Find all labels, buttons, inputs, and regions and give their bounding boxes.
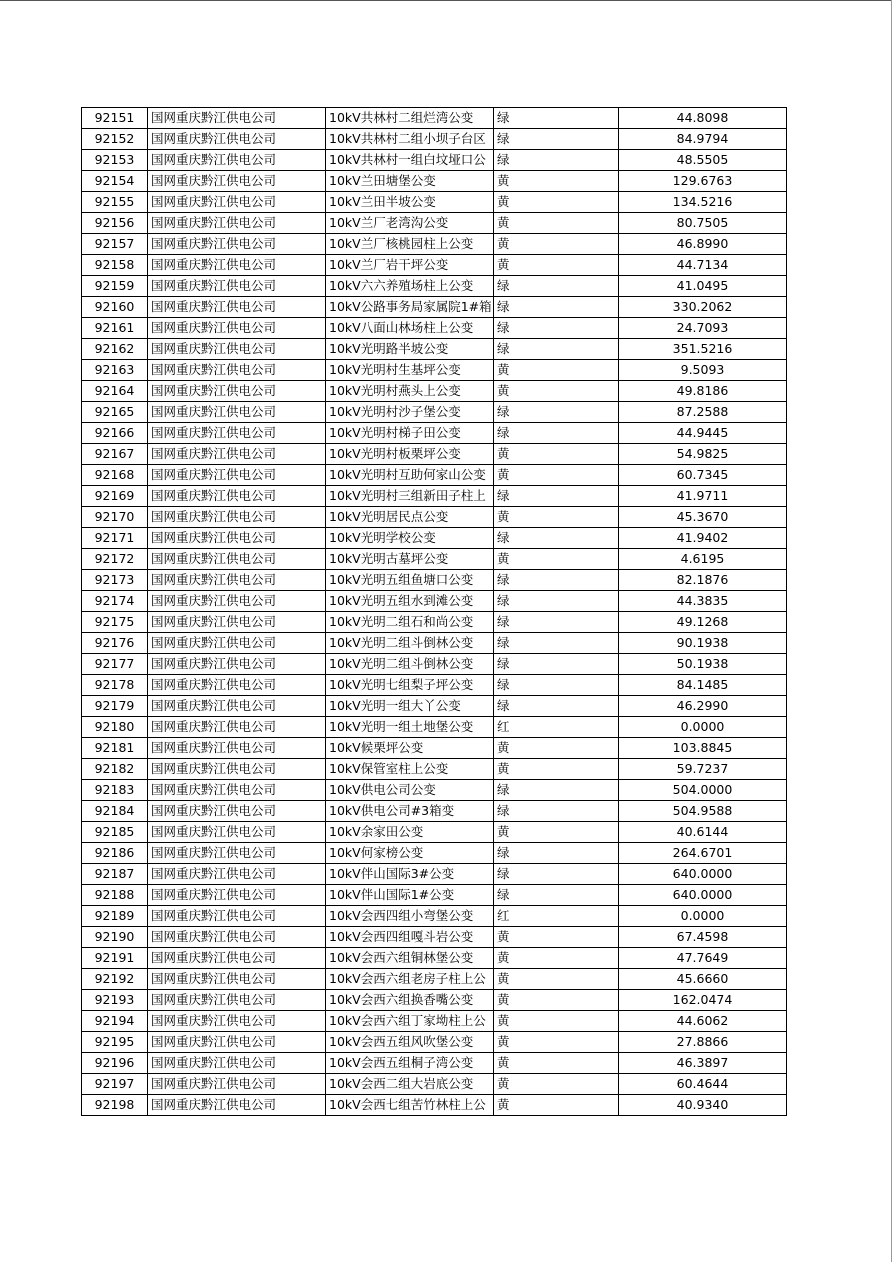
- station-cell: 10kV光明五组水到滩公变: [326, 591, 494, 612]
- row-id-cell: 92181: [82, 738, 148, 759]
- value-cell: 44.7134: [619, 255, 787, 276]
- company-cell: 国网重庆黔江供电公司: [148, 633, 326, 654]
- station-cell: 10kV光明学校公变: [326, 528, 494, 549]
- status-cell: 黄: [494, 948, 619, 969]
- value-cell: 44.8098: [619, 108, 787, 129]
- status-cell: 绿: [494, 801, 619, 822]
- station-cell: 10kV伴山国际1#公变: [326, 885, 494, 906]
- row-id-cell: 92191: [82, 948, 148, 969]
- value-cell: 46.3897: [619, 1053, 787, 1074]
- status-cell: 绿: [494, 843, 619, 864]
- station-cell: 10kV光明二组斗倒林公变: [326, 633, 494, 654]
- company-cell: 国网重庆黔江供电公司: [148, 297, 326, 318]
- row-id-cell: 92194: [82, 1011, 148, 1032]
- table-row: [82, 192, 787, 213]
- row-id-cell: 92157: [82, 234, 148, 255]
- company-cell: 国网重庆黔江供电公司: [148, 318, 326, 339]
- row-id-cell: 92172: [82, 549, 148, 570]
- status-cell: 黄: [494, 1074, 619, 1095]
- value-cell: 44.9445: [619, 423, 787, 444]
- status-cell: 黄: [494, 1095, 619, 1116]
- station-cell: 10kV光明村三组新田子柱上: [326, 486, 494, 507]
- status-cell: 绿: [494, 150, 619, 171]
- value-cell: 264.6701: [619, 843, 787, 864]
- station-cell: 10kV光明居民点公变: [326, 507, 494, 528]
- value-cell: 4.6195: [619, 549, 787, 570]
- table-row: [82, 339, 787, 360]
- table-row: [82, 927, 787, 948]
- value-cell: 82.1876: [619, 570, 787, 591]
- row-id-cell: 92197: [82, 1074, 148, 1095]
- row-id-cell: 92185: [82, 822, 148, 843]
- station-cell: 10kV光明村沙子堡公变: [326, 402, 494, 423]
- table-row: [82, 1053, 787, 1074]
- station-cell: 10kV候栗坪公变: [326, 738, 494, 759]
- status-cell: 绿: [494, 108, 619, 129]
- company-cell: 国网重庆黔江供电公司: [148, 990, 326, 1011]
- station-cell: 10kV兰田半坡公变: [326, 192, 494, 213]
- company-cell: 国网重庆黔江供电公司: [148, 1032, 326, 1053]
- company-cell: 国网重庆黔江供电公司: [148, 486, 326, 507]
- row-id-cell: 92182: [82, 759, 148, 780]
- value-cell: 45.6660: [619, 969, 787, 990]
- row-id-cell: 92153: [82, 150, 148, 171]
- value-cell: 48.5505: [619, 150, 787, 171]
- status-cell: 绿: [494, 696, 619, 717]
- value-cell: 330.2062: [619, 297, 787, 318]
- company-cell: 国网重庆黔江供电公司: [148, 528, 326, 549]
- table-row: [82, 360, 787, 381]
- company-cell: 国网重庆黔江供电公司: [148, 696, 326, 717]
- table-row: [82, 444, 787, 465]
- station-cell: 10kV会西六组老房子柱上公: [326, 969, 494, 990]
- value-cell: 84.1485: [619, 675, 787, 696]
- row-id-cell: 92198: [82, 1095, 148, 1116]
- station-cell: 10kV光明路半坡公变: [326, 339, 494, 360]
- value-cell: 9.5093: [619, 360, 787, 381]
- station-cell: 10kV兰田塘堡公变: [326, 171, 494, 192]
- row-id-cell: 92177: [82, 654, 148, 675]
- company-cell: 国网重庆黔江供电公司: [148, 108, 326, 129]
- table-row: [82, 633, 787, 654]
- row-id-cell: 92192: [82, 969, 148, 990]
- company-cell: 国网重庆黔江供电公司: [148, 738, 326, 759]
- company-cell: 国网重庆黔江供电公司: [148, 591, 326, 612]
- company-cell: 国网重庆黔江供电公司: [148, 444, 326, 465]
- table-row: [82, 738, 787, 759]
- row-id-cell: 92151: [82, 108, 148, 129]
- station-cell: 10kV光明一组土地堡公变: [326, 717, 494, 738]
- value-cell: 50.1938: [619, 654, 787, 675]
- row-id-cell: 92193: [82, 990, 148, 1011]
- row-id-cell: 92155: [82, 192, 148, 213]
- status-cell: 绿: [494, 402, 619, 423]
- table-row: [82, 234, 787, 255]
- row-id-cell: 92195: [82, 1032, 148, 1053]
- status-cell: 绿: [494, 423, 619, 444]
- page-top-border: [0, 0, 892, 1]
- table-row: [82, 129, 787, 150]
- table-body: [82, 108, 787, 1116]
- table-row: [82, 549, 787, 570]
- table-row: [82, 1095, 787, 1116]
- status-cell: 红: [494, 717, 619, 738]
- status-cell: 绿: [494, 276, 619, 297]
- status-cell: 黄: [494, 927, 619, 948]
- station-cell: 10kV会西六组丁家坳柱上公: [326, 1011, 494, 1032]
- station-cell: 10kV供电公司公变: [326, 780, 494, 801]
- company-cell: 国网重庆黔江供电公司: [148, 843, 326, 864]
- value-cell: 41.9711: [619, 486, 787, 507]
- station-cell: 10kV会西五组风吹堡公变: [326, 1032, 494, 1053]
- company-cell: 国网重庆黔江供电公司: [148, 717, 326, 738]
- row-id-cell: 92189: [82, 906, 148, 927]
- value-cell: 40.9340: [619, 1095, 787, 1116]
- company-cell: 国网重庆黔江供电公司: [148, 927, 326, 948]
- table-row: [82, 1032, 787, 1053]
- value-cell: 67.4598: [619, 927, 787, 948]
- station-cell: 10kV光明二组斗倒林公变: [326, 654, 494, 675]
- table-row: [82, 465, 787, 486]
- table-row: [82, 318, 787, 339]
- table-row: [82, 969, 787, 990]
- station-cell: 10kV八面山林场柱上公变: [326, 318, 494, 339]
- company-cell: 国网重庆黔江供电公司: [148, 339, 326, 360]
- status-cell: 绿: [494, 654, 619, 675]
- value-cell: 84.9794: [619, 129, 787, 150]
- station-cell: 10kV会西四组嘎斗岩公变: [326, 927, 494, 948]
- company-cell: 国网重庆黔江供电公司: [148, 423, 326, 444]
- value-cell: 46.2990: [619, 696, 787, 717]
- table-row: [82, 423, 787, 444]
- table-row: [82, 255, 787, 276]
- value-cell: 129.6763: [619, 171, 787, 192]
- value-cell: 41.0495: [619, 276, 787, 297]
- status-cell: 黄: [494, 549, 619, 570]
- row-id-cell: 92173: [82, 570, 148, 591]
- row-id-cell: 92187: [82, 864, 148, 885]
- row-id-cell: 92163: [82, 360, 148, 381]
- table-row: [82, 297, 787, 318]
- value-cell: 640.0000: [619, 885, 787, 906]
- value-cell: 90.1938: [619, 633, 787, 654]
- table-row: [82, 381, 787, 402]
- status-cell: 黄: [494, 759, 619, 780]
- status-cell: 黄: [494, 444, 619, 465]
- status-cell: 黄: [494, 822, 619, 843]
- company-cell: 国网重庆黔江供电公司: [148, 675, 326, 696]
- company-cell: 国网重庆黔江供电公司: [148, 171, 326, 192]
- station-cell: 10kV供电公司#3箱变: [326, 801, 494, 822]
- station-cell: 10kV兰厂核桃园柱上公变: [326, 234, 494, 255]
- value-cell: 351.5216: [619, 339, 787, 360]
- value-cell: 59.7237: [619, 759, 787, 780]
- status-cell: 绿: [494, 780, 619, 801]
- status-cell: 黄: [494, 192, 619, 213]
- value-cell: 80.7505: [619, 213, 787, 234]
- station-cell: 10kV会西五组桐子湾公变: [326, 1053, 494, 1074]
- station-cell: 10kV光明古墓坪公变: [326, 549, 494, 570]
- company-cell: 国网重庆黔江供电公司: [148, 759, 326, 780]
- station-cell: 10kV保管室柱上公变: [326, 759, 494, 780]
- table-row: [82, 402, 787, 423]
- company-cell: 国网重庆黔江供电公司: [148, 150, 326, 171]
- status-cell: 黄: [494, 255, 619, 276]
- row-id-cell: 92170: [82, 507, 148, 528]
- row-id-cell: 92166: [82, 423, 148, 444]
- status-cell: 绿: [494, 528, 619, 549]
- table-row: [82, 171, 787, 192]
- value-cell: 49.1268: [619, 612, 787, 633]
- value-cell: 41.9402: [619, 528, 787, 549]
- station-cell: 10kV会西六组铜林堡公变: [326, 948, 494, 969]
- station-cell: 10kV余家田公变: [326, 822, 494, 843]
- data-table: [81, 107, 787, 1116]
- table-row: [82, 780, 787, 801]
- station-cell: 10kV共林村二组小坝子台区: [326, 129, 494, 150]
- station-cell: 10kV会西四组小弯堡公变: [326, 906, 494, 927]
- row-id-cell: 92162: [82, 339, 148, 360]
- company-cell: 国网重庆黔江供电公司: [148, 465, 326, 486]
- status-cell: 绿: [494, 612, 619, 633]
- status-cell: 绿: [494, 129, 619, 150]
- company-cell: 国网重庆黔江供电公司: [148, 402, 326, 423]
- table-row: [82, 906, 787, 927]
- station-cell: 10kV光明一组大丫公变: [326, 696, 494, 717]
- company-cell: 国网重庆黔江供电公司: [148, 885, 326, 906]
- table-row: [82, 108, 787, 129]
- row-id-cell: 92156: [82, 213, 148, 234]
- table-row: [82, 528, 787, 549]
- status-cell: 绿: [494, 885, 619, 906]
- station-cell: 10kV何家榜公变: [326, 843, 494, 864]
- row-id-cell: 92168: [82, 465, 148, 486]
- table-row: [82, 507, 787, 528]
- station-cell: 10kV会西六组换香嘴公变: [326, 990, 494, 1011]
- station-cell: 10kV光明五组鱼塘口公变: [326, 570, 494, 591]
- table-row: [82, 213, 787, 234]
- value-cell: 44.3835: [619, 591, 787, 612]
- value-cell: 24.7093: [619, 318, 787, 339]
- row-id-cell: 92160: [82, 297, 148, 318]
- station-cell: 10kV伴山国际3#公变: [326, 864, 494, 885]
- value-cell: 640.0000: [619, 864, 787, 885]
- row-id-cell: 92174: [82, 591, 148, 612]
- company-cell: 国网重庆黔江供电公司: [148, 255, 326, 276]
- status-cell: 黄: [494, 969, 619, 990]
- status-cell: 红: [494, 906, 619, 927]
- value-cell: 162.0474: [619, 990, 787, 1011]
- value-cell: 60.7345: [619, 465, 787, 486]
- table-row: [82, 150, 787, 171]
- company-cell: 国网重庆黔江供电公司: [148, 864, 326, 885]
- value-cell: 60.4644: [619, 1074, 787, 1095]
- company-cell: 国网重庆黔江供电公司: [148, 654, 326, 675]
- company-cell: 国网重庆黔江供电公司: [148, 234, 326, 255]
- table-row: [82, 948, 787, 969]
- value-cell: 40.6144: [619, 822, 787, 843]
- company-cell: 国网重庆黔江供电公司: [148, 549, 326, 570]
- row-id-cell: 92196: [82, 1053, 148, 1074]
- table-row: [82, 885, 787, 906]
- status-cell: 黄: [494, 1011, 619, 1032]
- row-id-cell: 92152: [82, 129, 148, 150]
- status-cell: 绿: [494, 297, 619, 318]
- table-row: [82, 864, 787, 885]
- company-cell: 国网重庆黔江供电公司: [148, 129, 326, 150]
- status-cell: 黄: [494, 213, 619, 234]
- status-cell: 黄: [494, 507, 619, 528]
- status-cell: 绿: [494, 864, 619, 885]
- company-cell: 国网重庆黔江供电公司: [148, 570, 326, 591]
- status-cell: 黄: [494, 738, 619, 759]
- table-row: [82, 759, 787, 780]
- row-id-cell: 92179: [82, 696, 148, 717]
- company-cell: 国网重庆黔江供电公司: [148, 906, 326, 927]
- status-cell: 黄: [494, 381, 619, 402]
- row-id-cell: 92186: [82, 843, 148, 864]
- row-id-cell: 92183: [82, 780, 148, 801]
- table-row: [82, 570, 787, 591]
- row-id-cell: 92169: [82, 486, 148, 507]
- row-id-cell: 92167: [82, 444, 148, 465]
- company-cell: 国网重庆黔江供电公司: [148, 780, 326, 801]
- status-cell: 黄: [494, 465, 619, 486]
- table-row: [82, 801, 787, 822]
- company-cell: 国网重庆黔江供电公司: [148, 1095, 326, 1116]
- station-cell: 10kV光明七组梨子坪公变: [326, 675, 494, 696]
- value-cell: 49.8186: [619, 381, 787, 402]
- row-id-cell: 92161: [82, 318, 148, 339]
- station-cell: 10kV光明村生基坪公变: [326, 360, 494, 381]
- value-cell: 0.0000: [619, 717, 787, 738]
- table-row: [82, 276, 787, 297]
- row-id-cell: 92184: [82, 801, 148, 822]
- row-id-cell: 92176: [82, 633, 148, 654]
- row-id-cell: 92175: [82, 612, 148, 633]
- row-id-cell: 92154: [82, 171, 148, 192]
- table-row: [82, 654, 787, 675]
- status-cell: 绿: [494, 318, 619, 339]
- station-cell: 10kV共林村二组烂湾公变: [326, 108, 494, 129]
- status-cell: 黄: [494, 360, 619, 381]
- status-cell: 黄: [494, 1032, 619, 1053]
- value-cell: 45.3670: [619, 507, 787, 528]
- station-cell: 10kV六六养殖场柱上公变: [326, 276, 494, 297]
- company-cell: 国网重庆黔江供电公司: [148, 1053, 326, 1074]
- company-cell: 国网重庆黔江供电公司: [148, 192, 326, 213]
- company-cell: 国网重庆黔江供电公司: [148, 1074, 326, 1095]
- status-cell: 黄: [494, 171, 619, 192]
- value-cell: 46.8990: [619, 234, 787, 255]
- row-id-cell: 92158: [82, 255, 148, 276]
- table-row: [82, 717, 787, 738]
- status-cell: 黄: [494, 1053, 619, 1074]
- table-row: [82, 612, 787, 633]
- value-cell: 47.7649: [619, 948, 787, 969]
- status-cell: 绿: [494, 570, 619, 591]
- company-cell: 国网重庆黔江供电公司: [148, 507, 326, 528]
- row-id-cell: 92164: [82, 381, 148, 402]
- company-cell: 国网重庆黔江供电公司: [148, 822, 326, 843]
- company-cell: 国网重庆黔江供电公司: [148, 948, 326, 969]
- row-id-cell: 92159: [82, 276, 148, 297]
- company-cell: 国网重庆黔江供电公司: [148, 360, 326, 381]
- table-row: [82, 696, 787, 717]
- value-cell: 103.8845: [619, 738, 787, 759]
- table-row: [82, 1011, 787, 1032]
- table-row: [82, 1074, 787, 1095]
- station-cell: 10kV兰厂老湾沟公变: [326, 213, 494, 234]
- table-row: [82, 486, 787, 507]
- row-id-cell: 92188: [82, 885, 148, 906]
- table-row: [82, 990, 787, 1011]
- company-cell: 国网重庆黔江供电公司: [148, 1011, 326, 1032]
- row-id-cell: 92171: [82, 528, 148, 549]
- status-cell: 绿: [494, 675, 619, 696]
- station-cell: 10kV公路事务局家属院1#箱: [326, 297, 494, 318]
- table-row: [82, 843, 787, 864]
- station-cell: 10kV会西七组苦竹林柱上公: [326, 1095, 494, 1116]
- status-cell: 绿: [494, 633, 619, 654]
- company-cell: 国网重庆黔江供电公司: [148, 969, 326, 990]
- company-cell: 国网重庆黔江供电公司: [148, 276, 326, 297]
- table-row: [82, 591, 787, 612]
- station-cell: 10kV共林村一组白坟垭口公: [326, 150, 494, 171]
- company-cell: 国网重庆黔江供电公司: [148, 213, 326, 234]
- status-cell: 绿: [494, 591, 619, 612]
- row-id-cell: 92180: [82, 717, 148, 738]
- station-cell: 10kV光明村燕头上公变: [326, 381, 494, 402]
- value-cell: 504.0000: [619, 780, 787, 801]
- status-cell: 绿: [494, 339, 619, 360]
- company-cell: 国网重庆黔江供电公司: [148, 381, 326, 402]
- value-cell: 504.9588: [619, 801, 787, 822]
- row-id-cell: 92178: [82, 675, 148, 696]
- status-cell: 绿: [494, 486, 619, 507]
- station-cell: 10kV会西二组大岩底公变: [326, 1074, 494, 1095]
- row-id-cell: 92165: [82, 402, 148, 423]
- value-cell: 134.5216: [619, 192, 787, 213]
- station-cell: 10kV光明二组石和尚公变: [326, 612, 494, 633]
- station-cell: 10kV兰厂岩干坪公变: [326, 255, 494, 276]
- station-cell: 10kV光明村互助何家山公变: [326, 465, 494, 486]
- value-cell: 27.8866: [619, 1032, 787, 1053]
- station-cell: 10kV光明村板栗坪公变: [326, 444, 494, 465]
- value-cell: 0.0000: [619, 906, 787, 927]
- status-cell: 黄: [494, 234, 619, 255]
- table-row: [82, 675, 787, 696]
- row-id-cell: 92190: [82, 927, 148, 948]
- company-cell: 国网重庆黔江供电公司: [148, 801, 326, 822]
- company-cell: 国网重庆黔江供电公司: [148, 612, 326, 633]
- status-cell: 黄: [494, 990, 619, 1011]
- value-cell: 54.9825: [619, 444, 787, 465]
- table-row: [82, 822, 787, 843]
- station-cell: 10kV光明村梯子田公变: [326, 423, 494, 444]
- value-cell: 87.2588: [619, 402, 787, 423]
- value-cell: 44.6062: [619, 1011, 787, 1032]
